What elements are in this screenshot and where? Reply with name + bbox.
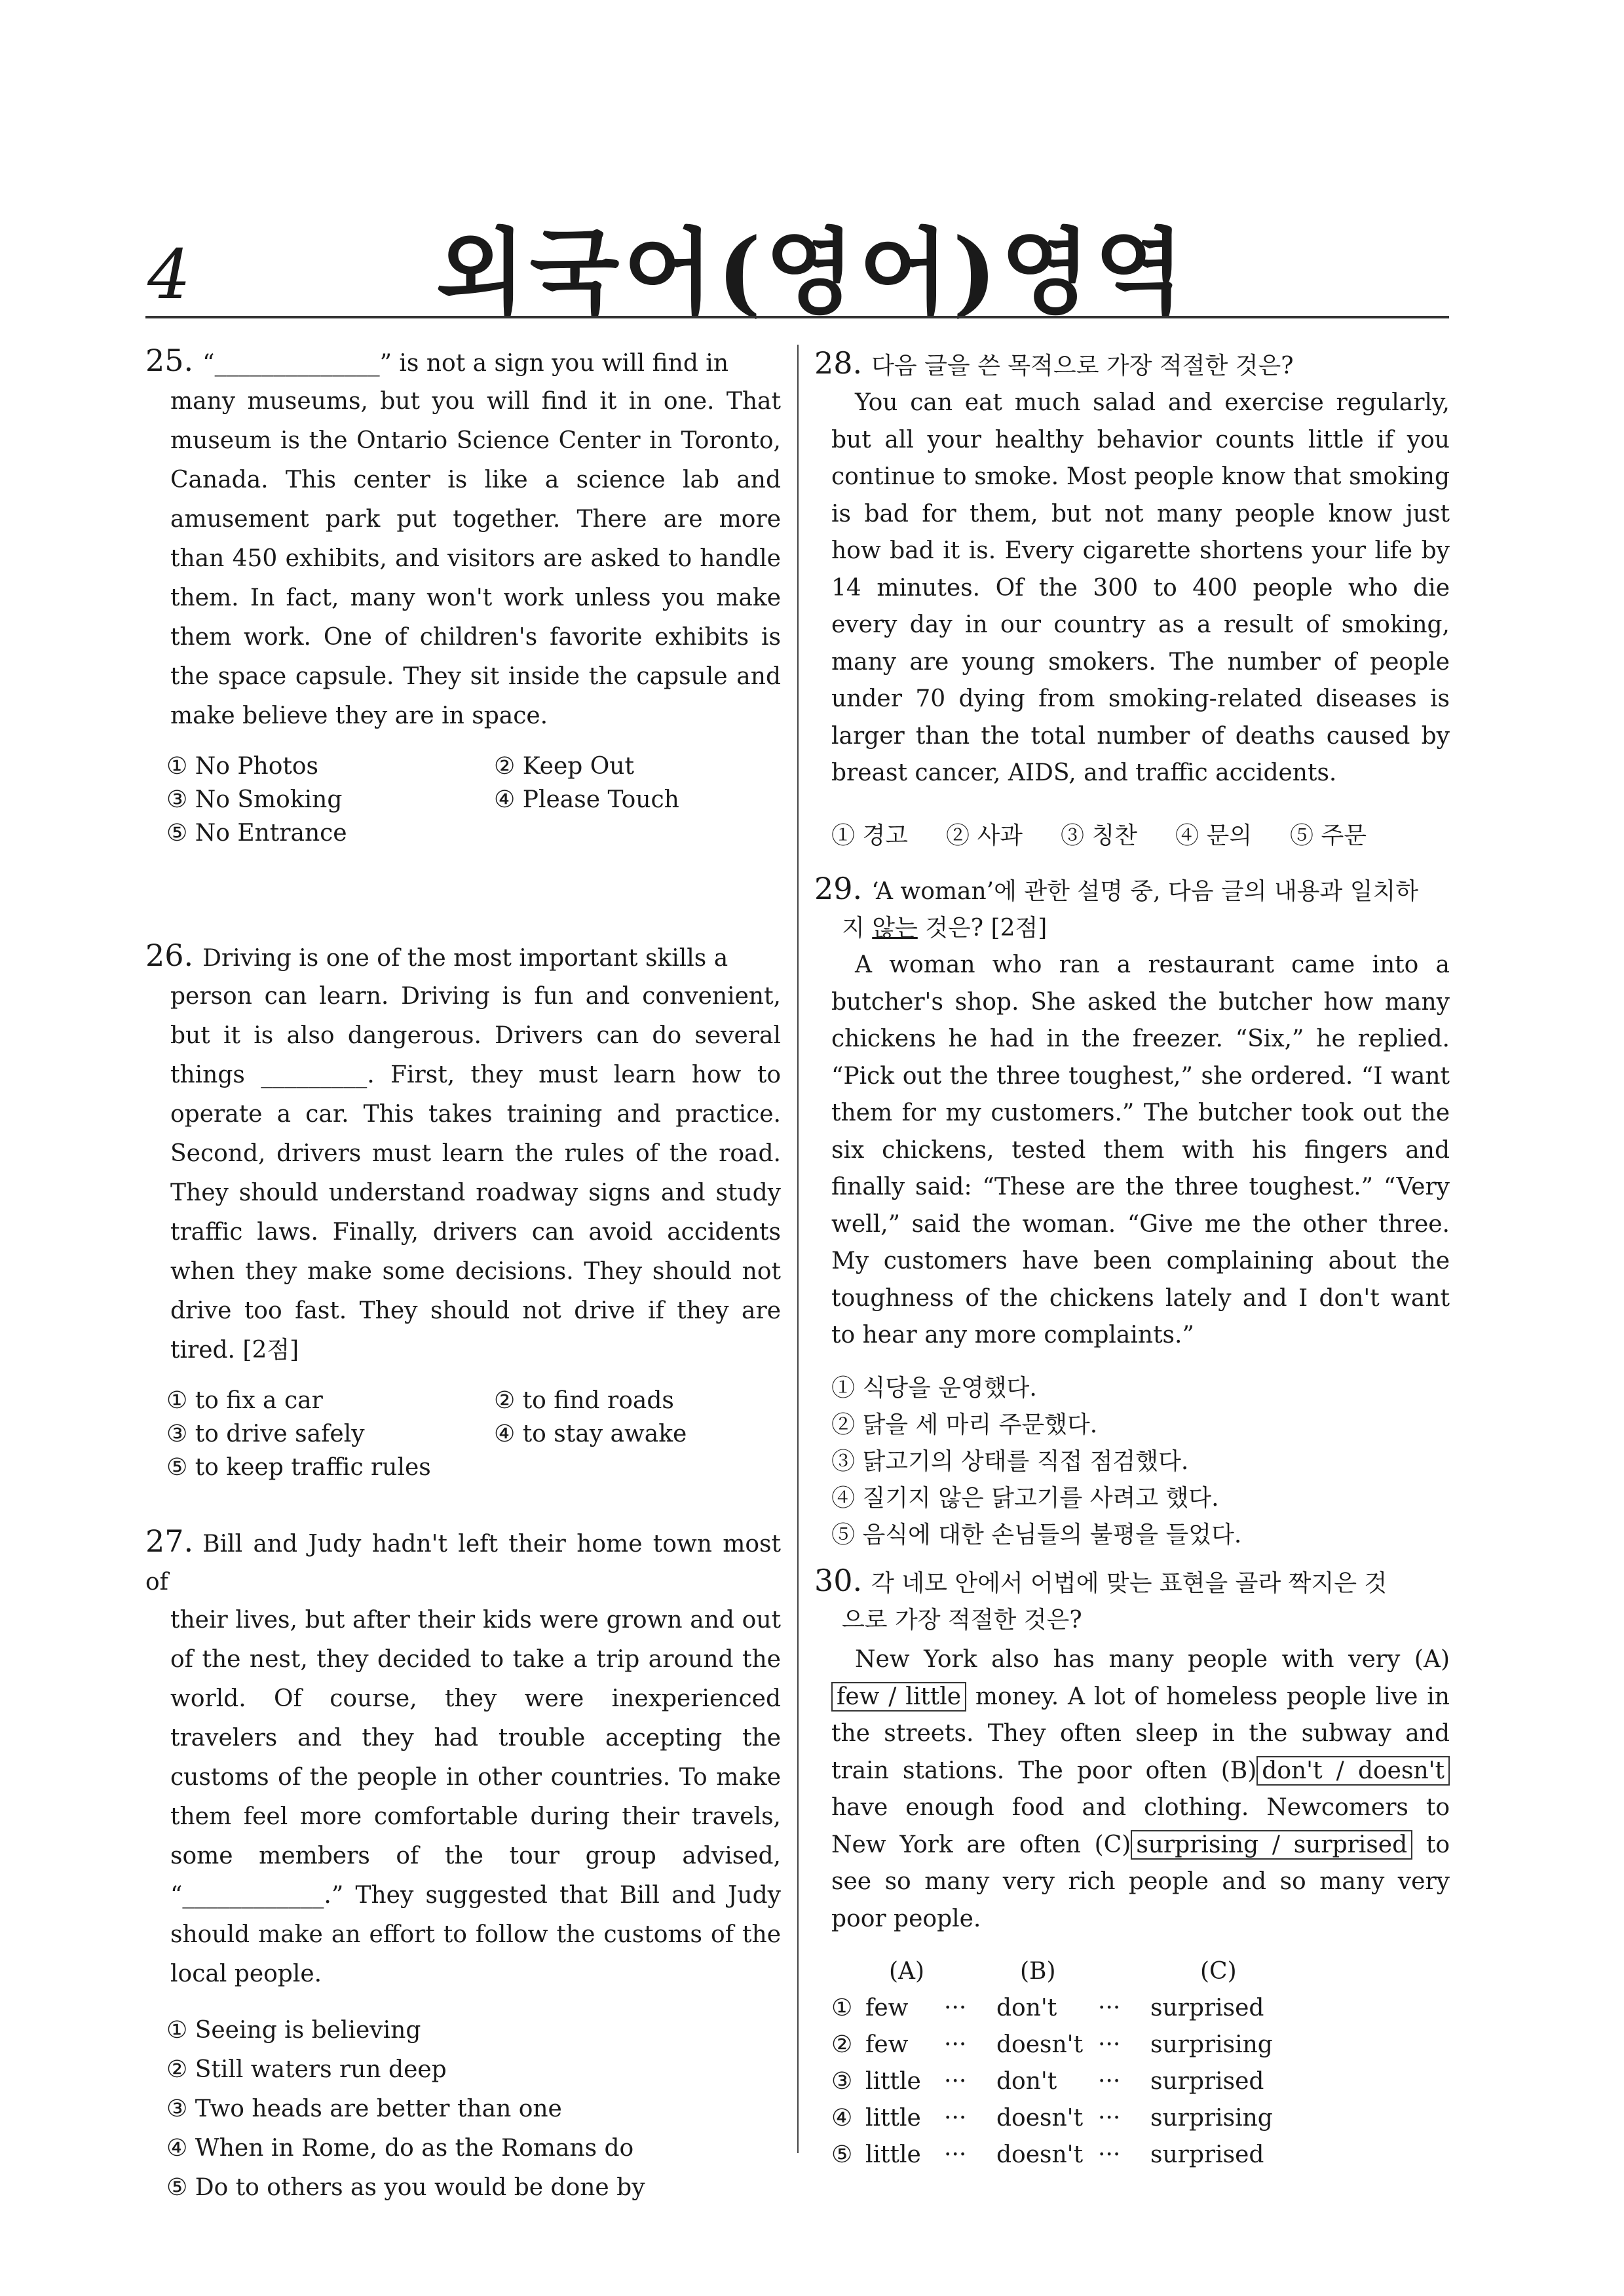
question-emphasis: 않는 (872, 915, 918, 942)
question-lead-text: Driving is one of the most important skills a (202, 945, 728, 972)
passage (145, 1601, 781, 1994)
option-5[interactable]: ⑤ to keep traffic rules (166, 1454, 431, 1481)
answer-options (814, 1370, 1450, 1554)
answer-table (814, 1953, 1450, 2173)
option-4[interactable]: ④ When in Rome, do as the Romans do (166, 2135, 634, 2162)
question-26-lead (145, 937, 781, 977)
header-rule (145, 316, 1449, 318)
option-1[interactable] (831, 1990, 1450, 2027)
ellipsis: ··· (1098, 1995, 1121, 2021)
ellipsis: ··· (944, 1995, 967, 2021)
question-lead-text: Bill and Judy hadn't left their home town most of (145, 1531, 781, 1596)
question-29 (814, 870, 1450, 1554)
option-a: little (865, 2105, 921, 2132)
ellipsis: ··· (944, 2068, 967, 2095)
question-29-lead (814, 870, 1450, 910)
choice-box-c: surprising / surprised (1131, 1830, 1412, 1860)
passage-part-1: New York also has many people with very (A) (855, 1646, 1450, 1673)
question-number: 28. (814, 345, 863, 381)
option-1[interactable]: ① No Photos (166, 753, 319, 780)
question-text: ‘A woman’에 관한 설명 중, 다음 글의 내용과 일치하 (871, 878, 1419, 905)
passage-part-3: have enough food and clothing. Newcomers to New York are often (C) (831, 1794, 1450, 1858)
question-28-lead (814, 345, 1450, 385)
question-28 (814, 345, 1450, 851)
answer-options (145, 1387, 781, 1481)
answer-options (814, 817, 1450, 851)
option-a: few (865, 1995, 909, 2021)
option-4[interactable]: ④ 질기지 않은 닭고기를 사려고 했다. (831, 1484, 1219, 1512)
passage-part-4: to see so many very rich people and so many very poor people. (831, 1831, 1450, 1932)
option-3[interactable]: ③ 칭찬 (1061, 822, 1137, 849)
question-29-lead-line2 (814, 910, 1450, 947)
ellipsis: ··· (944, 2105, 967, 2132)
option-b: don't (996, 2068, 1057, 2095)
option-marker: ② (831, 2031, 853, 2058)
option-5[interactable]: ⑤ 주문 (1290, 822, 1367, 849)
question-27 (145, 1523, 781, 2208)
option-5[interactable] (831, 2137, 1450, 2173)
choice-box-a: few / little (831, 1682, 966, 1712)
question-lead-text: ” is not a sign you will find in (379, 350, 729, 377)
option-c: surprising (1150, 2105, 1273, 2132)
passage-part-2: .” They suggested that Bill and Judy should make an effort to follow the customs of the local people. (170, 1882, 781, 1987)
option-3[interactable] (831, 2063, 1450, 2100)
question-25-lead: 25. “______________” is not a sign you will find in (145, 343, 729, 378)
question-30 (814, 1562, 1450, 2173)
passage (814, 1641, 1450, 1938)
option-b: doesn't (996, 2105, 1084, 2132)
ellipsis: ··· (944, 2141, 967, 2168)
option-a: little (865, 2068, 921, 2095)
question-number: 29. (814, 871, 863, 906)
option-1[interactable]: ① Seeing is believing (166, 2017, 421, 2044)
ellipsis: ··· (944, 2031, 967, 2058)
option-marker: ③ (831, 2068, 853, 2095)
option-c: surprising (1150, 2031, 1273, 2058)
option-2[interactable]: ② Keep Out (494, 753, 634, 780)
option-3[interactable]: ③ Two heads are better than one (166, 2095, 562, 2122)
answer-blank: _________ (261, 1062, 368, 1088)
question-number: 27. (145, 1523, 194, 1559)
page-number: 4 (147, 235, 191, 315)
question-number: 30. (814, 1563, 863, 1598)
passage-part-1: their lives, but after their kids were grown and out of the nest, they decided to take a trip around the world. Of course, they were inexperienced travelers and they had trouble accepting the customs of the people in other countries. To make them feel more comfortable during their travels, some members of the tour group advised, “ (170, 1607, 781, 1909)
header-a: (A) (889, 1958, 925, 1985)
option-2[interactable]: ② 사과 (946, 822, 1023, 849)
option-5[interactable]: ⑤ No Entrance (166, 820, 347, 847)
passage: You can eat much salad and exercise regularly, but all your healthy behavior counts little if you continue to smoke. Most people know that smoking is bad for them, but not many people know just how bad it is. Every cigarette shortens your life by 14 minutes. Of the 300 to 400 people who die every day in our country as a result of smoking, many are young smokers. The number of people under 70 dying from smoking-related diseases is larger than the total number of deaths caused by breast cancer, AIDS, and traffic accidents. (831, 389, 1450, 786)
question-text: 각 네모 안에서 어법에 맞는 표현을 골라 짝지은 것 (871, 1570, 1388, 1597)
question-30-lead (814, 1562, 1450, 1602)
option-marker: ① (831, 1995, 853, 2021)
option-4[interactable]: ④ Please Touch (494, 786, 679, 813)
passage (145, 977, 781, 1370)
question-text: 지 (842, 915, 873, 942)
option-a: little (865, 2141, 921, 2168)
option-marker: ④ (831, 2105, 853, 2132)
option-c: surprised (1150, 2141, 1264, 2168)
option-marker: ⑤ (831, 2141, 853, 2168)
header-b: (B) (1020, 1958, 1056, 1985)
answer-blank: ______________ (214, 350, 380, 377)
option-b: don't (996, 1995, 1057, 2021)
question-number: 25. (145, 343, 194, 378)
option-1[interactable]: ① 경고 (831, 822, 908, 849)
passage-part-1: person can learn. Driving is fun and convenient, but it is also dangerous. Drivers can do several things (170, 983, 781, 1088)
option-b: doesn't (996, 2141, 1084, 2168)
option-3[interactable]: ③ to drive safely (166, 1421, 365, 1447)
option-5[interactable]: ⑤ 음식에 대한 손님들의 불평을 들었다. (831, 1521, 1242, 1548)
option-c: surprised (1150, 1995, 1264, 2021)
column-divider (797, 345, 799, 2153)
passage-part-2: money. A lot of homeless people live in the streets. They often sleep in the subway and train stations. The poor often (B) (831, 1683, 1450, 1784)
question-25 (145, 342, 781, 847)
option-5[interactable]: ⑤ Do to others as you would be done by (166, 2174, 645, 2201)
question-text-line2: 으로 가장 적절한 것은? (842, 1607, 1082, 1634)
option-a: few (865, 2031, 909, 2058)
question-text: 다음 글을 쓴 목적으로 가장 적절한 것은? (871, 353, 1294, 379)
option-c: surprised (1150, 2068, 1264, 2095)
passage-part-2: . First, they must learn how to operate a car. This takes training and practice. Second, drivers must learn the rules of the road. They should understand roadway signs and study traffic laws. Finally, drivers can avoid accidents when they make some decisions. They should not drive too fast. They should not drive if they are tired. [2점] (170, 1062, 781, 1364)
page-title: 외국어(영어)영역 (436, 218, 1188, 327)
option-b: doesn't (996, 2031, 1084, 2058)
option-1[interactable]: ① to fix a car (166, 1387, 323, 1414)
ellipsis: ··· (1098, 2141, 1121, 2168)
ellipsis: ··· (1098, 2105, 1121, 2132)
question-27-lead (145, 1523, 781, 1601)
answer-blank: ____________ (182, 1882, 324, 1909)
option-2[interactable]: ② 닭을 세 마리 주문했다. (831, 1411, 1098, 1438)
option-1[interactable]: ① 식당을 운영했다. (831, 1374, 1037, 1402)
header-c: (C) (1200, 1958, 1237, 1985)
question-number: 26. (145, 938, 194, 973)
option-4[interactable] (831, 2100, 1450, 2137)
choice-box-b: don't / doesn't (1256, 1756, 1450, 1786)
passage: many museums, but you will find it in one. That museum is the Ontario Science Center in Toronto, Canada. This center is like a science lab and amusement park put together. There are more than 450 exhibits, and visitors are asked to handle them. In fact, many won't work unless you make them work. One of children's favorite exhibits is the space capsule. They sit inside the capsule and make believe they are in space. (170, 388, 781, 729)
option-2[interactable] (831, 2027, 1450, 2063)
question-text: 것은? [2점] (917, 915, 1048, 942)
passage: A woman who ran a restaurant came into a butcher's shop. She asked the butcher how many chickens he had in the freezer. “Six,” he replied. “Pick out the three toughest,” she ordered. “I want them for my customers.” The butcher took out the six chickens, tested them with his fingers and finally said: “These are the three toughest.” “Very well,” said the woman. “Give me the other three. My customers have been complaining about the toughness of the chickens lately and I don't want to hear any more complaints.” (831, 951, 1450, 1349)
option-3[interactable]: ③ No Smoking (166, 786, 343, 813)
option-4[interactable]: ④ 문의 (1175, 822, 1252, 849)
answer-options (145, 753, 781, 847)
option-2[interactable]: ② to find roads (494, 1387, 674, 1414)
option-3[interactable]: ③ 닭고기의 상태를 직접 점검했다. (831, 1447, 1189, 1475)
ellipsis: ··· (1098, 2031, 1121, 2058)
option-2[interactable]: ② Still waters run deep (166, 2056, 447, 2083)
ellipsis: ··· (1098, 2068, 1121, 2095)
option-4[interactable]: ④ to stay awake (494, 1421, 687, 1447)
answer-table-header (831, 1953, 1450, 1990)
question-26 (145, 937, 781, 1481)
answer-options (145, 2011, 781, 2208)
